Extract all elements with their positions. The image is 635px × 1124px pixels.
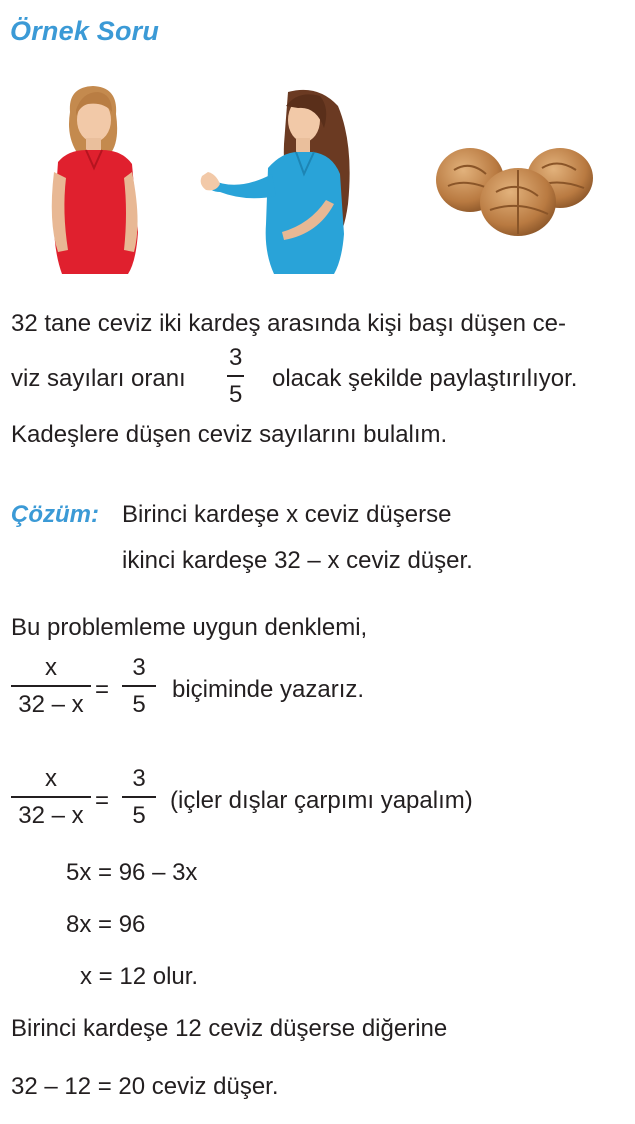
solution-line-2: ikinci kardeşe 32 – x ceviz düşer. bbox=[122, 547, 473, 574]
eq1-equals-sign: = bbox=[95, 676, 110, 703]
fraction-bar bbox=[11, 796, 91, 798]
step-2: 8x = 96 bbox=[66, 911, 146, 938]
eq2-lhs-denominator: 32 – x bbox=[18, 801, 84, 829]
problem-line-1: 32 tane ceviz iki kardeş arasında kişi başı düşen ce- bbox=[11, 310, 566, 337]
conclusion-line-2: 32 – 12 = 20 ceviz düşer. bbox=[11, 1073, 279, 1100]
fraction-bar bbox=[227, 375, 244, 377]
solution-intro: Bu problemleme uygun denklemi, bbox=[11, 614, 368, 641]
eq2-rhs-denominator: 5 bbox=[132, 801, 146, 829]
conclusion-line-1: Birinci kardeşe 12 ceviz düşerse diğerine bbox=[11, 1015, 448, 1042]
solution-line-1: Birinci kardeşe x ceviz düşerse bbox=[122, 501, 452, 528]
problem-line-2-post: olacak şekilde paylaştırılıyor. bbox=[272, 365, 578, 392]
ratio-denominator: 5 bbox=[229, 380, 243, 408]
eq2-lhs-fraction bbox=[11, 765, 91, 830]
eq1-rhs-fraction bbox=[122, 654, 156, 719]
walnuts-illustration bbox=[434, 140, 596, 240]
woman-red-shirt-illustration bbox=[48, 82, 143, 274]
ratio-fraction bbox=[227, 344, 244, 409]
eq1-rhs-denominator: 5 bbox=[132, 690, 146, 718]
woman-blue-shirt-illustration bbox=[198, 84, 358, 274]
solution-label: Çözüm: bbox=[11, 501, 99, 528]
fraction-bar bbox=[122, 796, 156, 798]
eq2-rhs-fraction bbox=[122, 765, 156, 830]
eq1-note: biçiminde yazarız. bbox=[172, 676, 365, 703]
eq2-equals-sign: = bbox=[95, 787, 110, 814]
eq2-rhs-numerator: 3 bbox=[132, 765, 146, 792]
problem-line-2-pre: viz sayıları oranı bbox=[11, 365, 186, 392]
step-3: x = 12 olur. bbox=[80, 963, 199, 990]
example-heading: Örnek Soru bbox=[10, 16, 160, 46]
fraction-bar bbox=[122, 685, 156, 687]
eq1-rhs-numerator: 3 bbox=[132, 654, 146, 681]
step-1: 5x = 96 – 3x bbox=[66, 859, 198, 886]
fraction-bar bbox=[11, 685, 91, 687]
eq1-lhs-numerator: x bbox=[45, 654, 57, 681]
ratio-numerator: 3 bbox=[229, 344, 243, 371]
eq2-note: (içler dışlar çarpımı yapalım) bbox=[170, 787, 473, 814]
eq2-lhs-numerator: x bbox=[45, 765, 57, 792]
eq1-lhs-fraction bbox=[11, 654, 91, 719]
eq1-lhs-denominator: 32 – x bbox=[18, 690, 84, 718]
problem-line-3: Kadeşlere düşen ceviz sayılarını bulalım. bbox=[11, 421, 448, 448]
